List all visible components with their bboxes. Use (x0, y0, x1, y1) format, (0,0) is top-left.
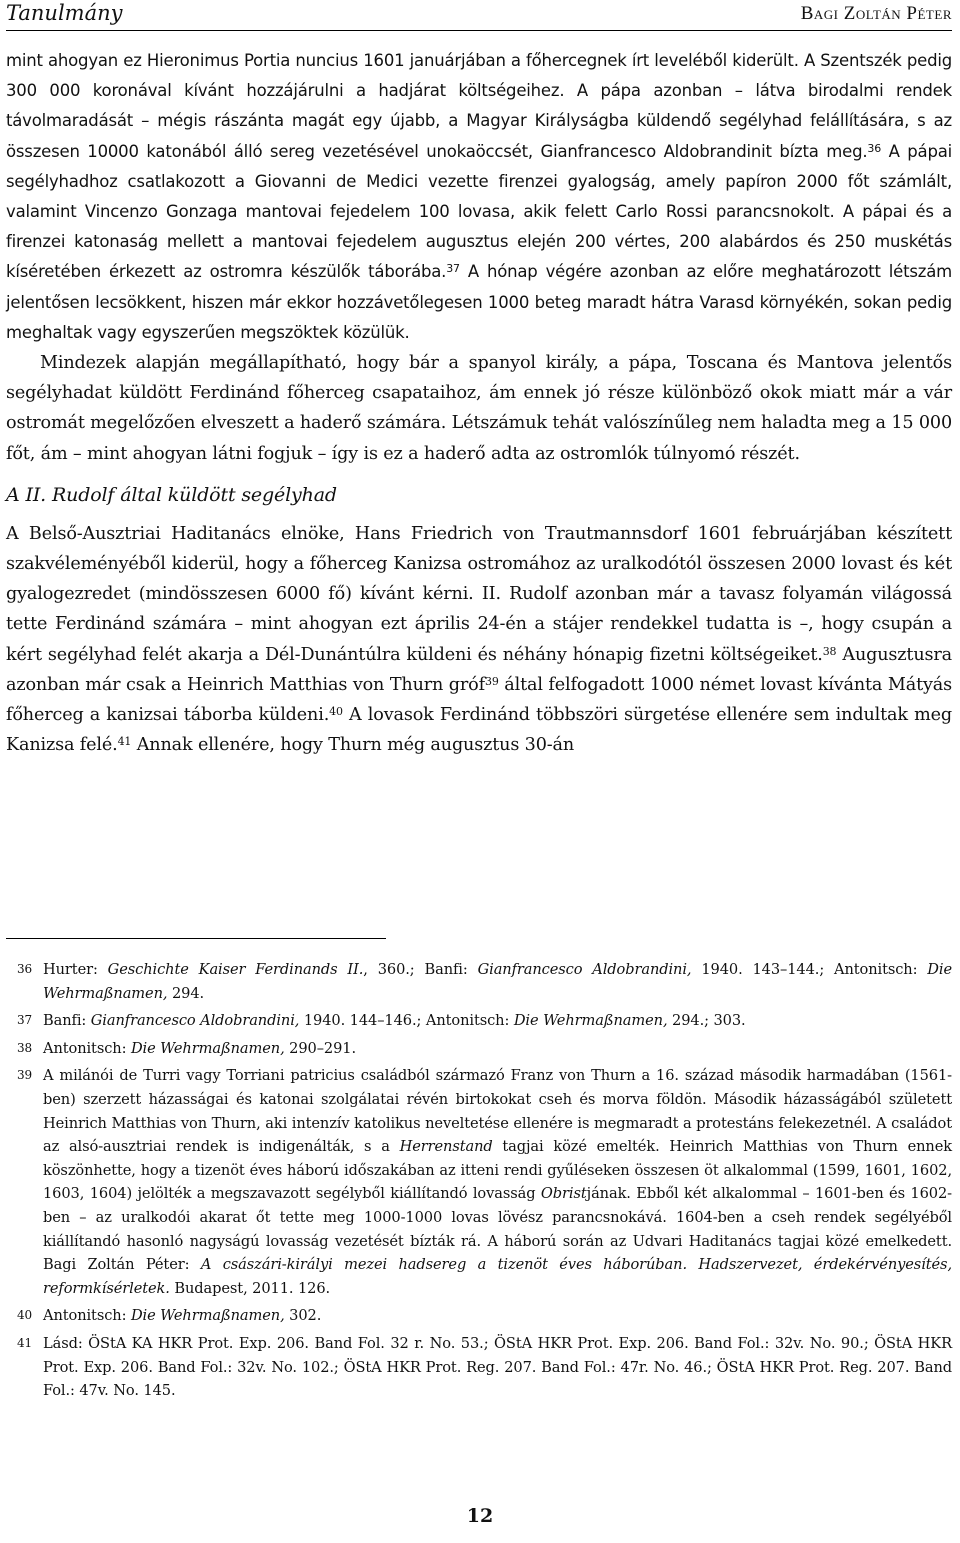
footnotes (6, 958, 952, 1407)
section-heading: A II. Rudolf által küldött segélyhad (6, 483, 337, 506)
footnote-title: Die Wehrmaßnamen, (130, 1307, 285, 1325)
footnote-40 (6, 1304, 952, 1328)
footnote-number: 37 (17, 1013, 33, 1028)
footnote-number: 41 (17, 1335, 33, 1350)
footnote-ref-38[interactable]: 38 (822, 644, 837, 658)
footnote-38 (6, 1037, 952, 1061)
page-number: 12 (466, 1505, 494, 1527)
footnote-ref-36[interactable]: 36 (867, 141, 882, 155)
footnote-text: , 360.; Banfi: (363, 961, 478, 978)
footnote-36 (6, 958, 952, 1005)
footnote-text: 290–291. (284, 1039, 356, 1057)
footnote-number: 40 (17, 1308, 33, 1323)
footnote-text: Antonitsch: (43, 1307, 131, 1325)
footnote-text: Hurter: (43, 961, 108, 978)
paragraph-3-text-a: A Belső-Ausztriai Haditanács elnöke, Hans Friedrich von Trautmannsdorf 1601 februárjában készített szakvéleményéből kiderül, hogy a főherceg Kanizsa ostromához az uralkodótól összesen 2000 lovast és két gyalogezredet (mindösszesen 6000 fő) kívánt kérni. II. Rudolf azonban már a tavasz folyamán világossá tette Ferdinánd számára – mint ahogyan ezt április 24-én a stájer rendekkel tudatta is –, hogy csupán a kért segélyhad felét akarja a Dél-Dunántúlra küldeni és néhány hónapig fizetni költségeiket. (6, 523, 952, 665)
footnote-text: 294.; 303. (667, 1012, 746, 1030)
footnote-ref-37[interactable]: 37 (446, 262, 460, 276)
footnote-text: A milánói de Turri vagy Torriani patricius családból származó Franz von Thurn a 16. század második harmadában (1561-ben) szerzett házasságai és katonai szolgálatai révén birtokokat cseh és morva földön. Második házasságából született Heinrich Matthias von Thurn, aki intenzív katolikus neveltetése ellenére is megmaradt a protestáns felekezetnél. A családot az alsó-ausztriai rendek is indigenálták, s a (43, 1067, 952, 1156)
author-name: Bagi Zoltán Péter (800, 3, 952, 24)
footnote-term: Obrist (540, 1185, 587, 1203)
footnote-title: Die Wehrmaßnamen, (130, 1039, 285, 1057)
footnote-text: tagjai közé emelték. Heinrich Matthias von Thurn ennek köszönhette, hogy a tizenöt éves háború időszakában az itteni rendi gyűléseken összesen öt alkalommal (1599, 1601, 1602, 1603, 1604) jelölték a megszavazott segélyből kiállítandó lovasság (43, 1138, 953, 1203)
footnote-title: Gianfrancesco Aldobrandini, (90, 1012, 300, 1030)
footnote-text: Lásd: ÖStA KA HKR Prot. Exp. 206. Band Fol. 32 r. No. 53.; ÖStA HKR Prot. Exp. 206. Band Fol.: 32v. No. 90.; ÖStA HKR Prot. Exp. 206. Band Fol.: 32v. No. 102.; ÖStA HKR Prot. Reg. 207. Band Fol.: 47r. No. 46.; ÖStA HKR Prot. Reg. 207. Band Fol.: 47v. No. 145. (43, 1334, 952, 1400)
footnote-number: 36 (17, 962, 33, 976)
footnote-title: Die Wehrmaßnamen, (43, 961, 952, 1002)
footnote-39 (6, 1064, 952, 1300)
footnote-text: Antonitsch: (43, 1039, 131, 1057)
footnote-ref-41[interactable]: 41 (117, 735, 132, 749)
running-header (6, 0, 952, 31)
footnote-37 (6, 1009, 952, 1033)
footnote-number: 39 (17, 1068, 33, 1083)
footnote-number: 38 (17, 1040, 33, 1055)
paragraph-3-text-e: Annak ellenére, hogy Thurn még augusztus 30-án (136, 735, 575, 756)
footnote-text: Banfi: (43, 1012, 91, 1030)
footnote-text: 1940. 143–144.; Antonitsch: (691, 961, 928, 978)
paragraph-3-text-c: által felfogadott 1000 német lovast kívánta Mátyás főherceg a kanizsai táborba küldeni. (6, 674, 952, 726)
footnote-text: 294. (167, 984, 205, 1002)
paragraph-3-text-d: A lovasok Ferdinánd többszöri sürgetése ellenére sem indultak meg Kanizsa felé. (6, 705, 952, 756)
footnote-text: jának. Ebből két alkalommal – 1601-ben és 1602-ben – az uralkodói akarat őt tette meg 1000-1000 lovas lövész parancsnokává. 1604-ben a cseh rendek segélyéből kiállítandó hasonló nagyságú lovasság vezetését bízták rá. A háború során az Udvari Haditanács tagjai közé emelkedett. Bagi Zoltán Péter: (43, 1185, 952, 1274)
paragraph-1-text-a: A pápa azonban – látva birodalmi rendek távolmaradását – mégis rászánta magát egy újabb, a Magyar Királyságba küldendő segélyhad felállítására, s az összesen 10000 katonából álló sereg vezetésével unokaöccsét, Gianfrancesco Aldobrandinit bízta meg. (6, 81, 952, 161)
footnote-text: 1940. 144–146.; Antonitsch: (299, 1012, 514, 1030)
paragraph-1-lead: mint ahogyan ez Hieronimus Portia nuncius 1601 januárjában a főhercegnek írt leveléből kiderült. A Szentszék pedig 300 000 koronával kívánt hozzájárulni a hadjárat költségeihez. (6, 51, 952, 101)
paragraph-1-text-b: A pápai segélyhadhoz csatlakozott a Giovanni de Medici vezette firenzei gyalogság, amely papíron 2000 főt számlált, valamint Vincenzo Gonzaga mantovai fejedelem 100 lovasa, akik felett Carlo Rossi parancsnokolt. A pápai és a firenzei katonaság mellett a mantovai fejedelem augusztus elején 200 vértes, 200 alabárdos és 250 muskétás kíséretében érkezett az ostromra készülők táborába. (6, 141, 953, 282)
footnote-title: Die Wehrmaßnamen, (513, 1012, 668, 1030)
main-text (6, 46, 952, 760)
paragraph-1 (6, 46, 952, 348)
footnote-title: Gianfrancesco Aldobrandini, (477, 961, 692, 978)
section-label: Tanulmány (6, 1, 123, 25)
paragraph-2: Mindezek alapján megállapítható, hogy bár a spanyol király, a pápa, Toscana és Mantova jelentős segélyhadat küldött Ferdinánd főherceg csapataihoz, ám ennek jó része különböző okok miatt már a vár ostromát megelőzően elveszett a haderő számára. Létszámuk tehát valószínűleg nem haladta meg a 15 000 főt, ám – mint ahogyan látni fogjuk – így is ez a haderő adta az ostromlók túlnyomó részét. (6, 353, 952, 464)
footnote-ref-39[interactable]: 39 (484, 674, 499, 688)
footnote-text: 302. (284, 1307, 322, 1325)
paragraph-3 (6, 519, 952, 761)
footnote-separator (6, 938, 386, 939)
paragraph-1-text-c: A hónap végére azonban az előre meghatározott létszám jelentősen lecsökkent, hiszen már ekkor hozzávetőlegesen 1000 beteg maradt hátra Varasd környékén, sokan pedig meghaltak vagy egyszerűen megszöktek közülük. (6, 262, 953, 342)
footnote-ref-40[interactable]: 40 (329, 705, 343, 719)
footnote-41 (6, 1332, 952, 1403)
footnote-text: Budapest, 2011. 126. (169, 1279, 331, 1297)
footnote-title: Geschichte Kaiser Ferdinands II. (107, 961, 364, 978)
paragraph-3-text-b: Augusztusra azonban már csak a Heinrich Matthias von Thurn gróf (6, 644, 952, 695)
footnote-term: Herrenstand (399, 1138, 493, 1156)
footnote-title: A császári-királyi mezei hadsereg a tizenöt éves háborúban. Hadszervezet, érdekérvényesítés, reformkísérletek. (43, 1256, 952, 1297)
